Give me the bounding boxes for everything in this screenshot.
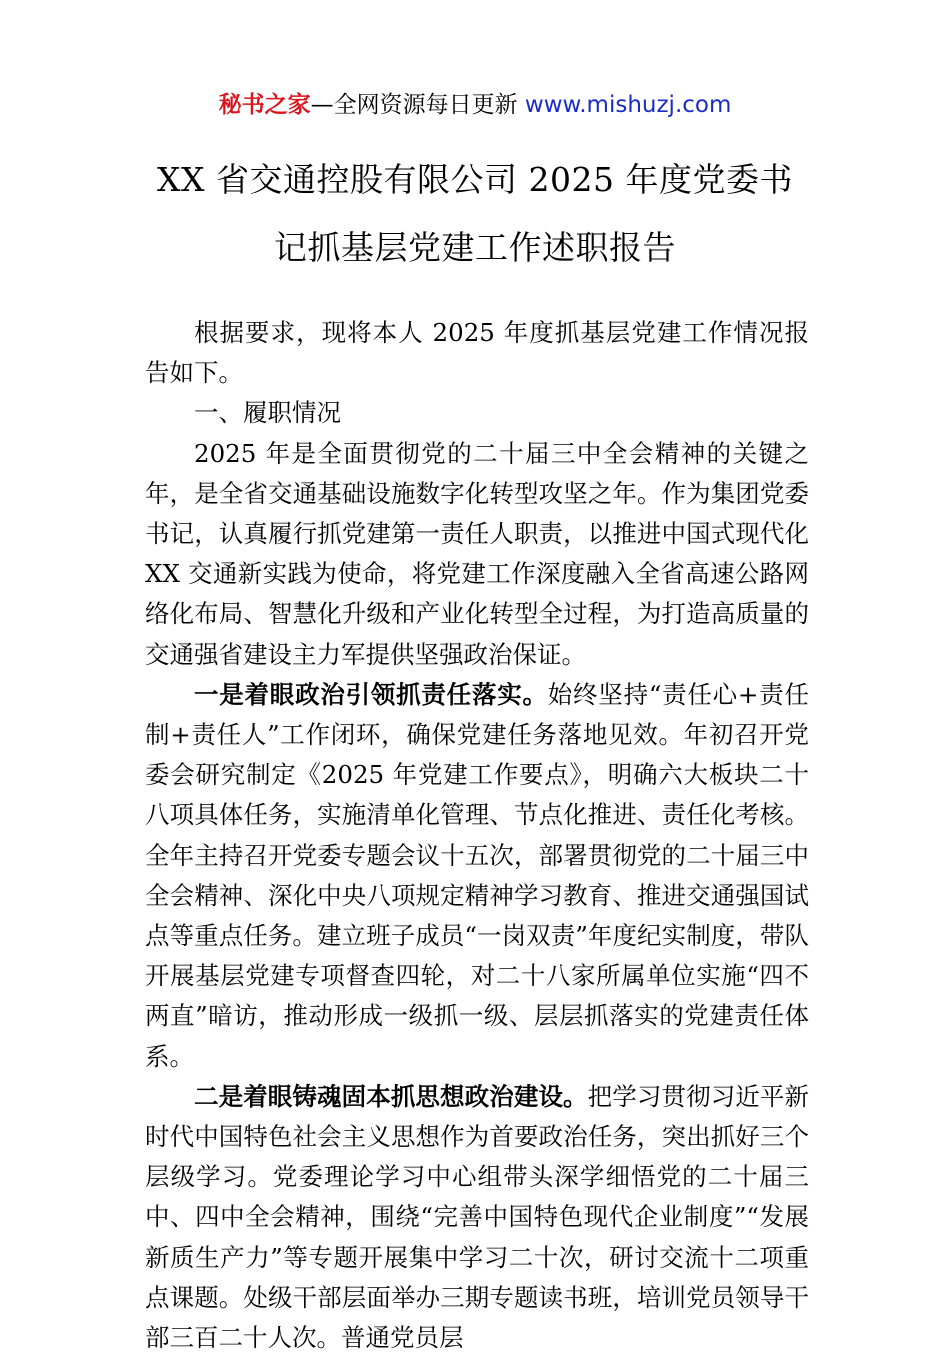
point-1-text: 始终坚持“责任心+责任制+责任人”工作闭环，确保党建任务落地见效。年初召开党委会研究制定《2025 年党建工作要点》，明确六大板块二十八项具体任务，实施清单化管理、节点化推进、责任化考核。全年主持召开党委专题会议十五次，部署贯彻党的二十届三中全会精神、深化中央八项规定精神学习教育、推进交通强国试点等重点任务。建立班子成员“一岗双责”年度纪实制度，带队开展基层党建专项督查四轮，对二十八家所属单位实施“四不两直”暗访，推动形成一级抓一级、层层抓落实的党建责任体系。 (145, 679, 810, 1071)
point-2-text: 把学习贯彻习近平新时代中国特色社会主义思想作为首要政治任务，突出抓好三个层级学习。党委理论学习中心组带头深学细悟党的二十届三中、四中全会精神，围绕“完善中国特色现代企业制度”“发展新质生产力”等专题开展集中学习二十次，研讨交流十二项重点课题。处级干部层面举办三期专题读书班，培训党员领导干部三百二十人次。普通党员层 (145, 1081, 810, 1353)
section-heading-performance: 一、履职情况 (194, 398, 341, 428)
point-1-paragraph (145, 675, 809, 1077)
site-header-banner (0, 88, 950, 122)
brand-name: 秘书之家 (218, 92, 311, 118)
header-dash: — (310, 92, 334, 118)
point-2-paragraph (145, 1077, 809, 1358)
point-1-lead: 一是着眼政治引领抓责任落实。 (194, 679, 548, 709)
intro-paragraph: 根据要求，现将本人 2025 年度抓基层党建工作情况报告如下。 (145, 318, 809, 388)
header-tagline: 全网资源每日更新 (333, 92, 518, 118)
document-title (120, 146, 830, 282)
title-line-2: 记抓基层党建工作述职报告 (274, 228, 676, 267)
point-2-lead: 二是着眼铸魂固本抓思想政治建设。 (194, 1081, 588, 1111)
document-body (145, 313, 809, 1358)
title-line-1: XX 省交通控股有限公司 2025 年度党委书 (157, 160, 793, 199)
overview-paragraph: 2025 年是全面贯彻党的二十届三中全会精神的关键之年，是全省交通基础设施数字化转型攻坚之年。作为集团党委书记，认真履行抓党建第一责任人职责，以推进中国式现代化 XX 交通新实践为使命，将党建工作深度融入全省高速公路网络化布局、智慧化升级和产业化转型全过程，为打造高质量的交通强省建设主力军提供坚强政治保证。 (145, 438, 809, 669)
site-url-link[interactable]: www.mishuzj.com (524, 92, 732, 118)
